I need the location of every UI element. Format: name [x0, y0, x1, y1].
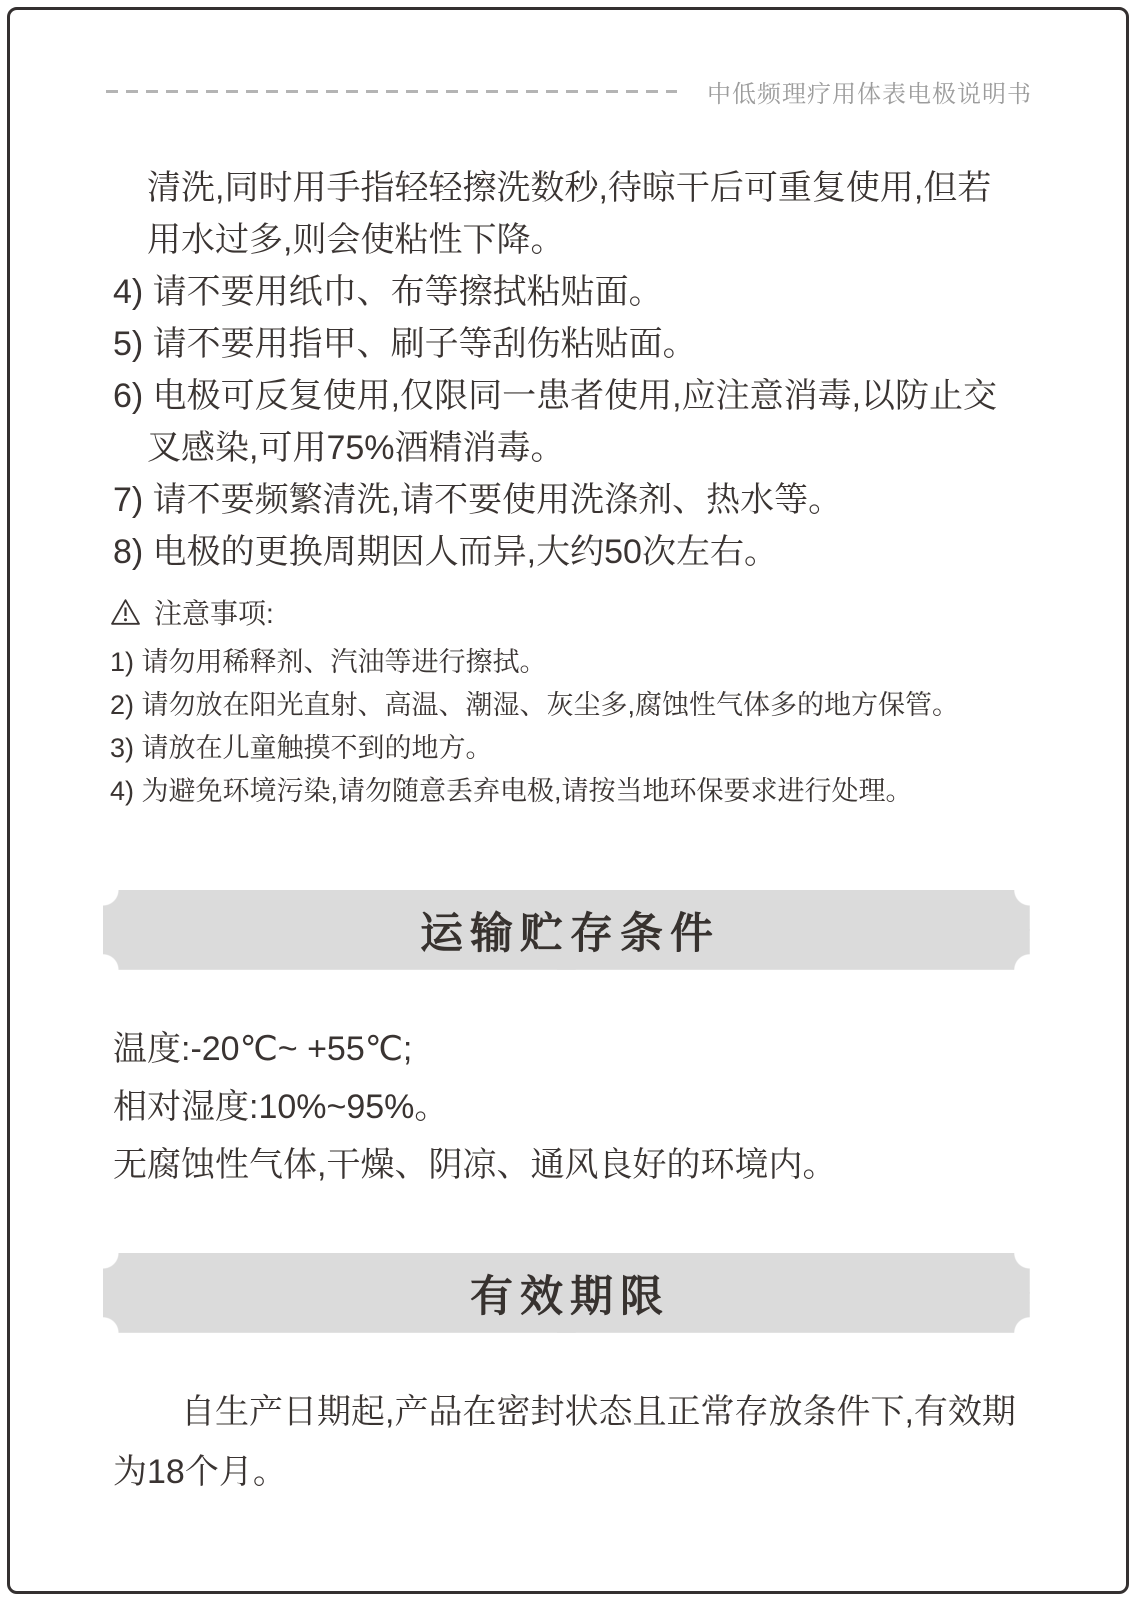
validity-period-banner-title: 有效期限 [470, 1272, 670, 1321]
usage-line: 8) 电极的更换周期因人而异,大约50次左右。 [113, 533, 778, 571]
validity-line: 自生产日期起,产品在密封状态且正常存放条件下,有效期 [181, 1393, 1016, 1431]
storage-condition-line: 温度:-20℃~ +55℃; [113, 1030, 413, 1068]
notes-title-row [110, 589, 1076, 635]
usage-line: 6) 电极可反复使用,仅限同一患者使用,应注意消毒,以防止交 [113, 377, 998, 415]
transport-storage-banner-title: 运输贮存条件 [420, 909, 720, 958]
warning-triangle-icon [110, 598, 141, 626]
note-item: 1) 请勿用稀释剂、汽油等进行擦拭。 [110, 647, 547, 677]
storage-condition-line: 相对湿度:10%~95%。 [113, 1088, 449, 1126]
notes-title: 注意事项: [154, 598, 274, 629]
note-item: 2) 请勿放在阳光直射、高温、潮湿、灰尘多,腐蚀性气体多的地方保管。 [110, 690, 960, 720]
page-header [106, 74, 1032, 108]
page-title: 中低频理疗用体表电极说明书 [707, 80, 1032, 108]
usage-line: 清洗,同时用手指轻轻擦洗数秒,待晾干后可重复使用,但若 [147, 169, 992, 207]
transport-storage-banner [103, 890, 1030, 970]
usage-line: 5) 请不要用指甲、刷子等刮伤粘贴面。 [113, 325, 697, 363]
usage-line: 用水过多,则会使粘性下降。 [147, 221, 565, 259]
header-dash-line [106, 90, 677, 93]
validity-period-banner [103, 1253, 1030, 1333]
usage-line: 7) 请不要频繁清洗,请不要使用洗涤剂、热水等。 [113, 481, 843, 519]
storage-condition-line: 无腐蚀性气体,干燥、阴凉、通风良好的环境内。 [113, 1146, 837, 1184]
notes-section [110, 589, 1076, 813]
validity-line: 为18个月。 [113, 1453, 287, 1491]
transport-storage-conditions [113, 1020, 1076, 1194]
usage-line: 叉感染,可用75%酒精消毒。 [147, 429, 565, 467]
note-item: 4) 为避免环境污染,请勿随意丢弃电极,请按当地环保要求进行处理。 [110, 776, 913, 806]
note-item: 3) 请放在儿童触摸不到的地方。 [110, 733, 493, 763]
validity-period-text [113, 1382, 1076, 1502]
usage-instructions-list [113, 162, 1076, 578]
usage-line: 4) 请不要用纸巾、布等擦拭粘贴面。 [113, 273, 663, 311]
